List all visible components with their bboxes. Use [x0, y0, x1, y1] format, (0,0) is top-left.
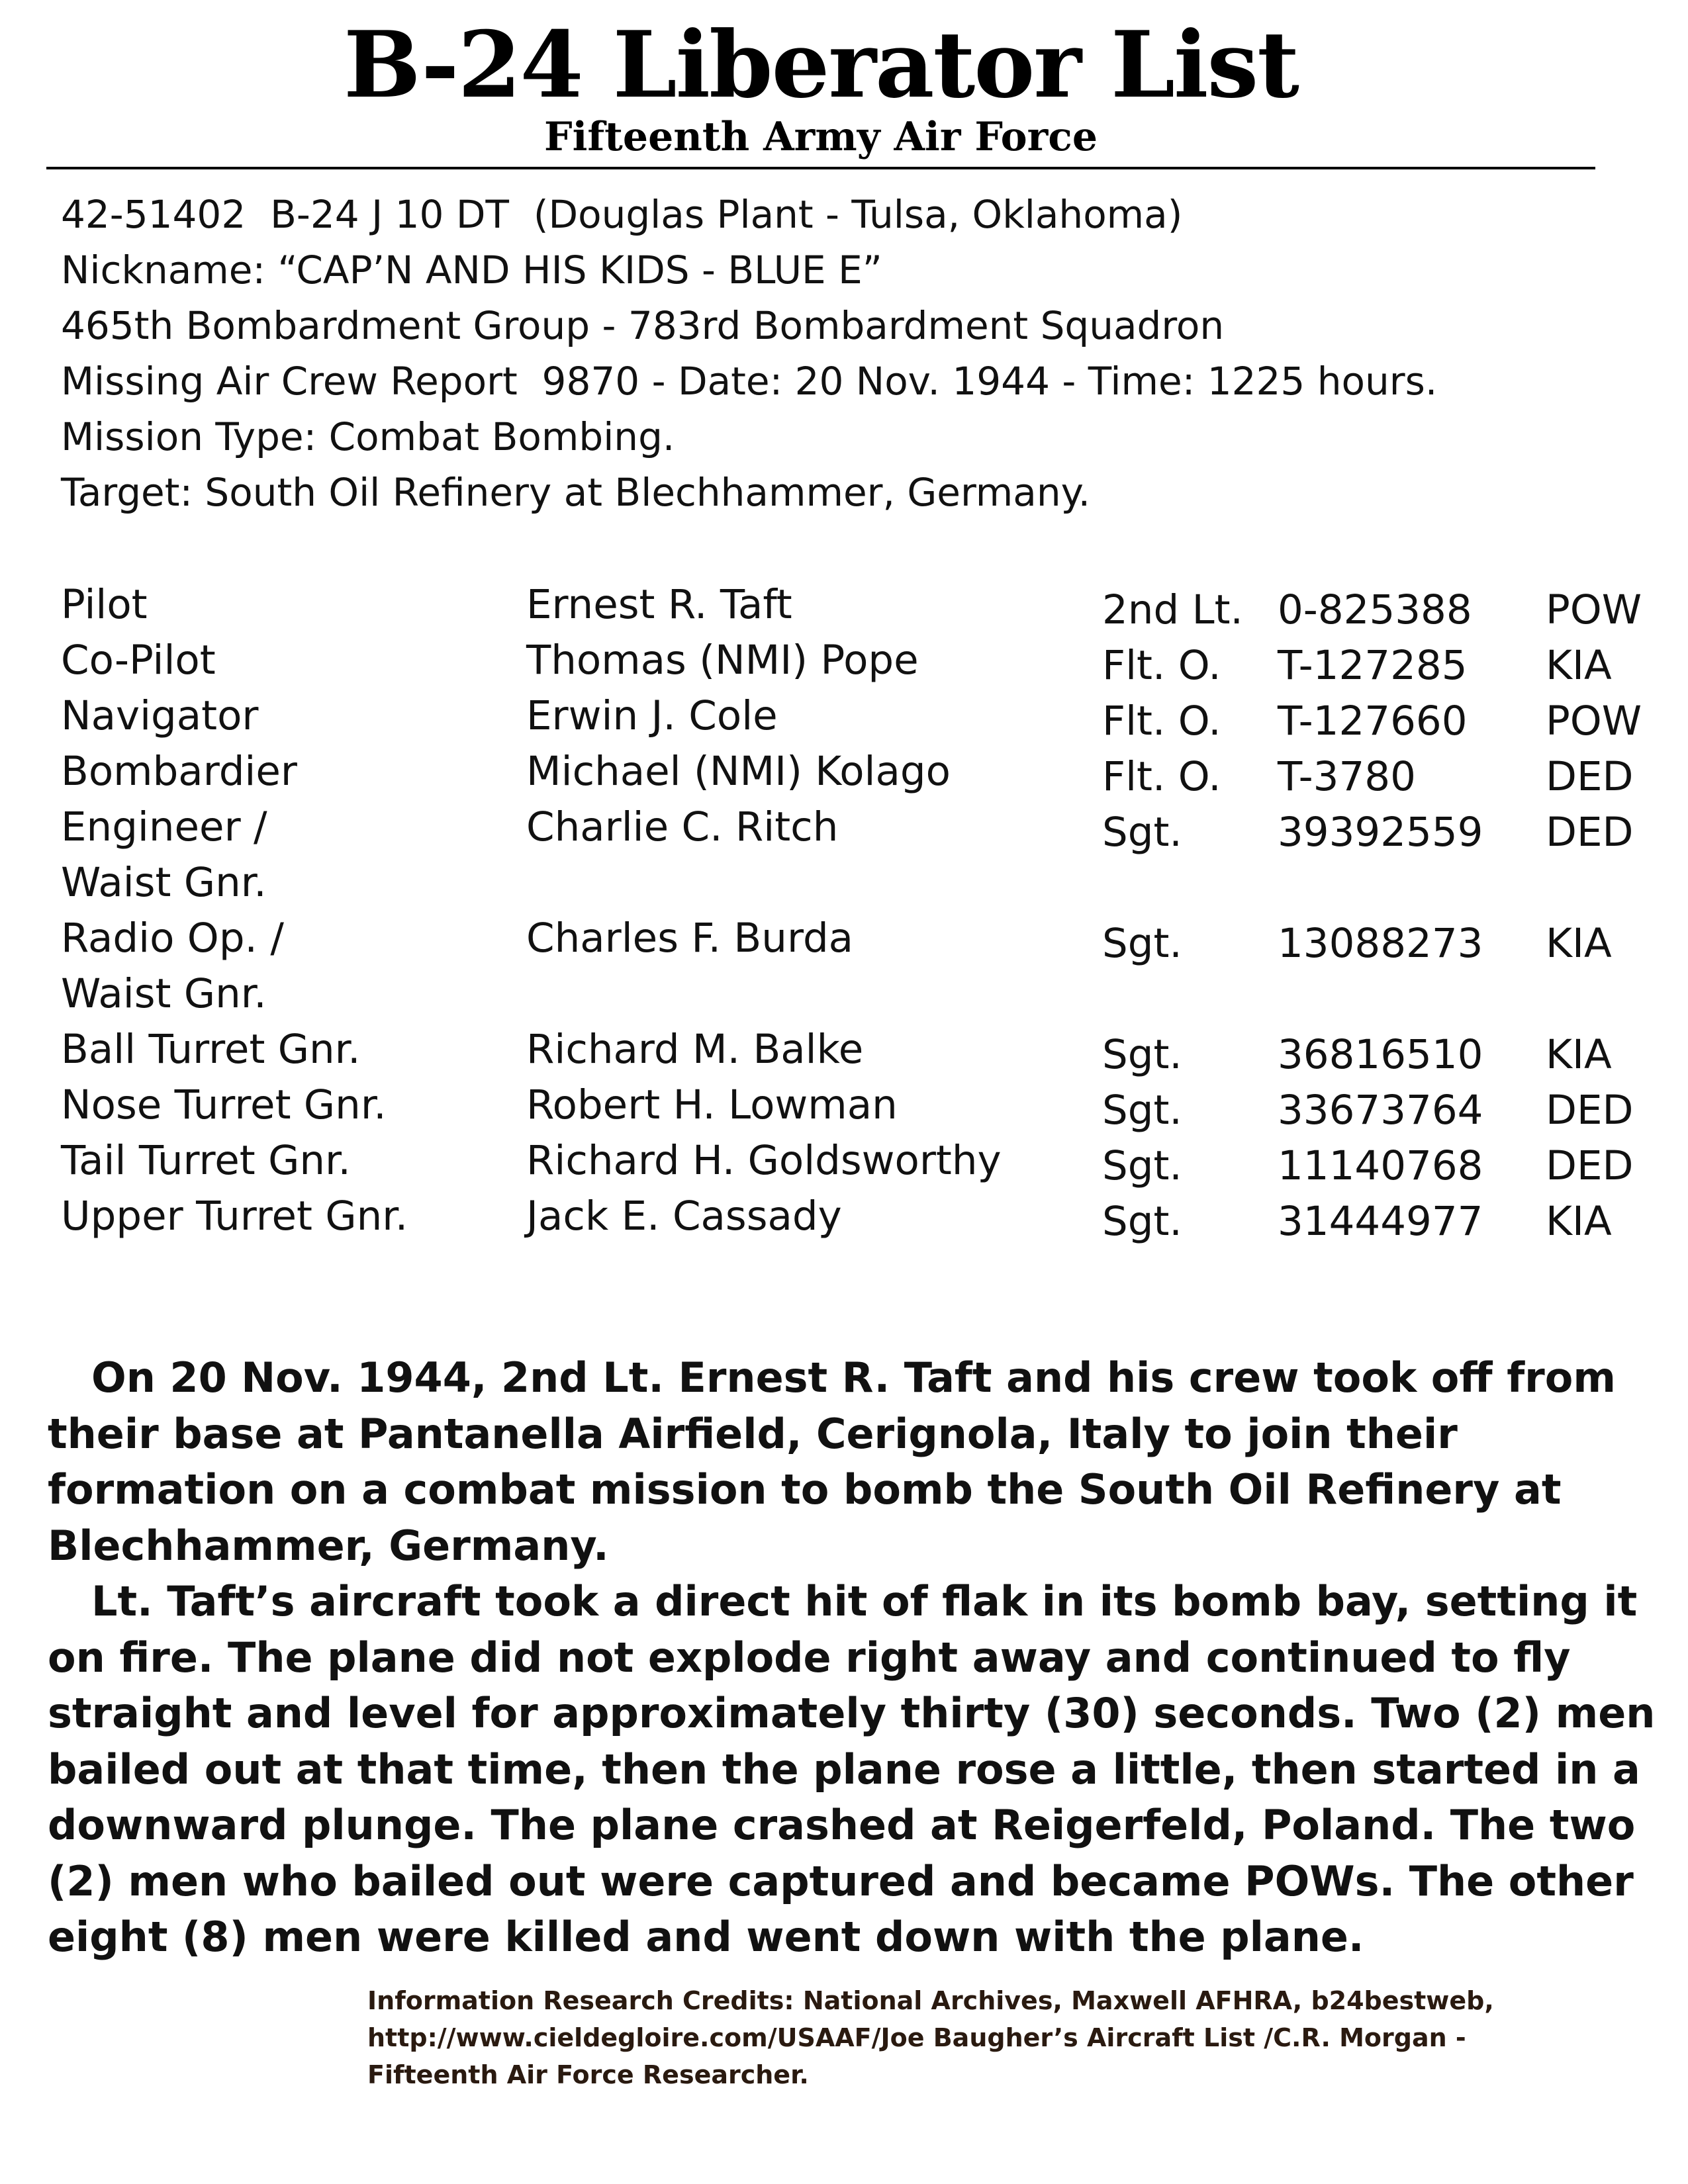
crew-status: KIA [1546, 642, 1612, 689]
crew-status: DED [1546, 1142, 1634, 1189]
crew-status: DED [1546, 753, 1634, 800]
crew-rank: Sgt. [1102, 1142, 1182, 1189]
crew-serial: T-127660 [1278, 698, 1468, 745]
crew-serial: 36816510 [1278, 1031, 1483, 1078]
crew-serial: 31444977 [1278, 1198, 1483, 1245]
crew-name: Jack E. Cassady [526, 1193, 842, 1240]
crew-name: Robert H. Lowman [526, 1081, 898, 1128]
crew-position-continued: Waist Gnr. [61, 859, 267, 906]
page-title: B-24 Liberator List [344, 11, 1298, 118]
crew-name: Thomas (NMI) Pope [526, 637, 919, 684]
crew-status: KIA [1546, 1031, 1612, 1078]
crew-position: Bombardier [61, 748, 297, 795]
crew-status: POW [1546, 586, 1642, 633]
crew-name: Erwin J. Cole [526, 692, 778, 739]
crew-rank: Flt. O. [1102, 698, 1221, 745]
crew-position: Engineer / [61, 803, 267, 850]
title-divider [46, 167, 1595, 169]
aircraft-serial-line: 42-51402 B-24 J 10 DT (Douglas Plant - Tulsa, Oklahoma) [61, 192, 1183, 237]
crew-name: Charlie C. Ritch [526, 803, 839, 850]
crew-status: KIA [1546, 1198, 1612, 1245]
crew-serial: 39392559 [1278, 809, 1483, 856]
crew-name: Charles F. Burda [526, 915, 854, 962]
research-credits: Information Research Credits: National Archives, Maxwell AFHRA, b24bestweb, http://www.cieldegloire.com/USAAF/Joe Baugher’s Aircraft List /C.R. Morgan - Fifteenth Air Force Researcher. [367, 1986, 1494, 2089]
crew-name: Richard M. Balke [526, 1026, 864, 1073]
aircraft-nickname-line: Nickname: “CAP’N AND HIS KIDS - BLUE E” [61, 248, 882, 293]
page-subtitle: Fifteenth Army Air Force [543, 114, 1098, 160]
aircraft-target-line: Target: South Oil Refinery at Blechhammer, Germany. [61, 470, 1091, 515]
crew-position-continued: Waist Gnr. [61, 970, 267, 1017]
crew-name: Ernest R. Taft [526, 581, 792, 628]
crew-rank: Sgt. [1102, 920, 1182, 967]
crew-serial: 13088273 [1278, 920, 1483, 967]
crew-serial: T-127285 [1278, 642, 1468, 689]
crew-position: Co-Pilot [61, 637, 216, 684]
crew-rank: Sgt. [1102, 1198, 1182, 1245]
crew-status: KIA [1546, 920, 1612, 967]
crew-position: Pilot [61, 581, 148, 628]
crew-rank: Sgt. [1102, 809, 1182, 856]
crew-position: Tail Turret Gnr. [61, 1137, 351, 1184]
crew-serial: 0-825388 [1278, 586, 1472, 633]
crew-position: Ball Turret Gnr. [61, 1026, 361, 1073]
narrative-paragraph: Lt. Taft’s aircraft took a direct hit of flak in its bomb bay, setting it on fire. The plane did not explode right away and continued to fly straight and level for approximately thirty (30) seconds. Two (2) men bailed out at that time, then the plane rose a little, then started in a downward plunge. The plane crashed at Reigerfeld, Poland. The two (2) men who bailed out were captured and became POWs. The other eight (8) men were killed and went down with the plane. [48, 1577, 1656, 1961]
narrative-paragraph: On 20 Nov. 1944, 2nd Lt. Ernest R. Taft and his crew took off from their base at Pantanella Airfield, Cerignola, Italy to join their formation on a combat mission to bomb the South Oil Refinery at Blechhammer, Germany. [48, 1353, 1616, 1570]
crew-rank: Sgt. [1102, 1031, 1182, 1078]
crew-status: POW [1546, 698, 1642, 745]
crew-serial: T-3780 [1278, 753, 1416, 800]
crew-name: Richard H. Goldsworthy [526, 1137, 1002, 1184]
crew-status: DED [1546, 1087, 1634, 1134]
crew-rank: Flt. O. [1102, 753, 1221, 800]
crew-serial: 11140768 [1278, 1142, 1483, 1189]
crew-position: Nose Turret Gnr. [61, 1081, 387, 1128]
aircraft-mission-type-line: Mission Type: Combat Bombing. [61, 414, 675, 459]
aircraft-macr-line: Missing Air Crew Report 9870 - Date: 20 Nov. 1944 - Time: 1225 hours. [61, 359, 1438, 404]
crew-status: DED [1546, 809, 1634, 856]
crew-position: Navigator [61, 692, 259, 739]
crew-rank: Sgt. [1102, 1087, 1182, 1134]
crew-position: Upper Turret Gnr. [61, 1193, 408, 1240]
crew-serial: 33673764 [1278, 1087, 1483, 1134]
crew-rank: 2nd Lt. [1102, 586, 1243, 633]
crew-name: Michael (NMI) Kolago [526, 748, 951, 795]
crew-position: Radio Op. / [61, 915, 284, 962]
mission-narrative [48, 1350, 1663, 1966]
aircraft-unit-line: 465th Bombardment Group - 783rd Bombardment Squadron [61, 303, 1225, 348]
crew-rank: Flt. O. [1102, 642, 1221, 689]
